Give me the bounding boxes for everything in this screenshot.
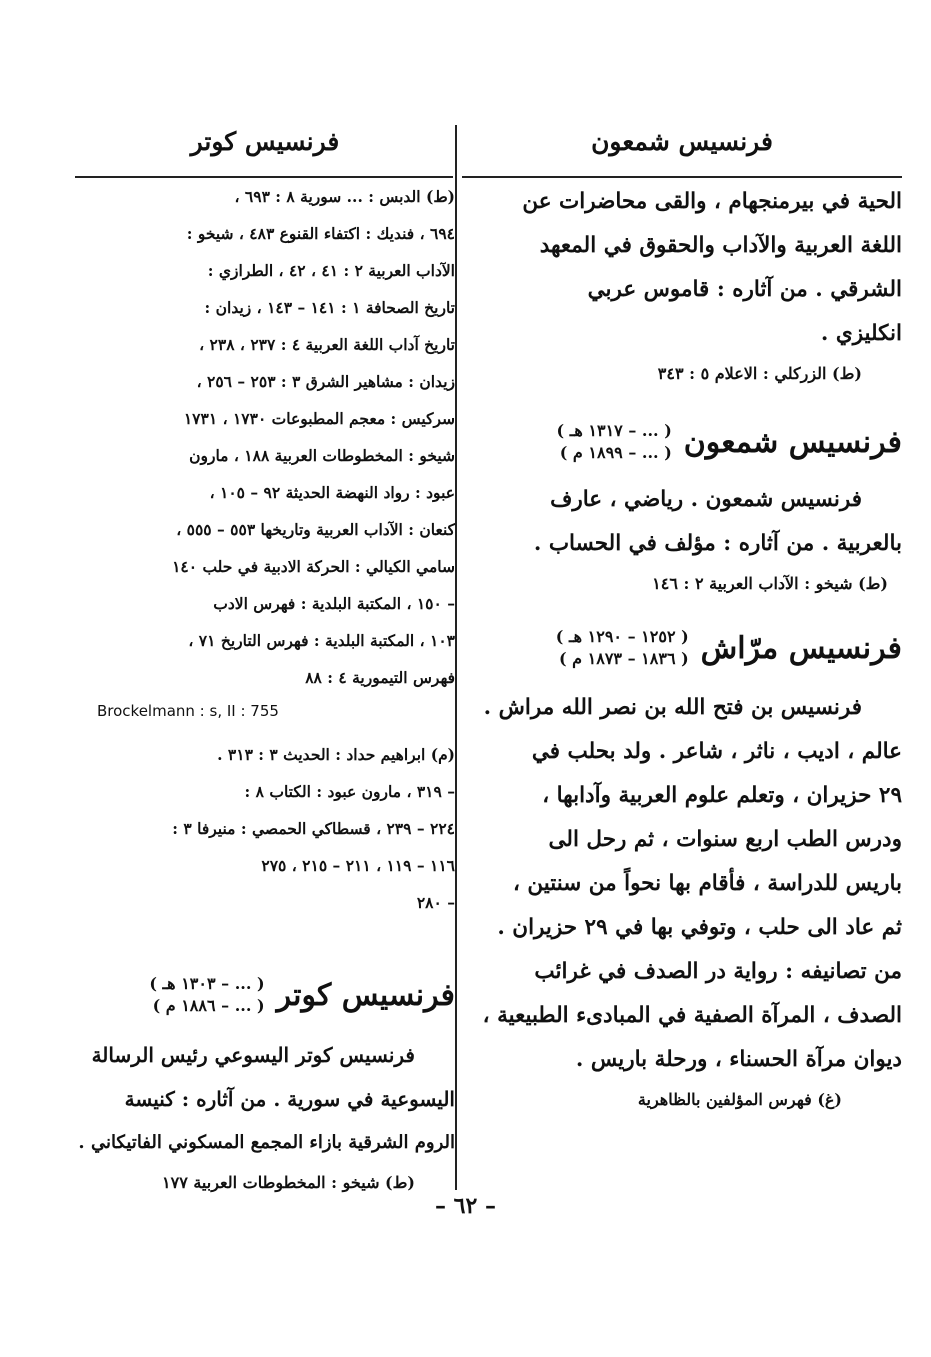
text-line: عالم ، اديب ، ناثر ، شاعر . ولد بحلب في — [531, 739, 902, 764]
text-line: فرنسيس كوتر اليسوعي رئيس الرسالة — [91, 1043, 415, 1067]
text-line: من تصانيفه : رواية در الصدف في غرائب — [534, 959, 902, 984]
reference-line: الآداب العربية ٢ : ٤١ ، ٤٢ ، الطرازي : — [207, 261, 455, 280]
reference-line: ١١٦ – ١١٩ ، ٢١١ – ٢١٥ ، ٢٧٥ — [261, 856, 455, 875]
right-column — [462, 120, 902, 1118]
source-citation: (ط) الزركلي : الاعلام ٥ : ٣٤٣ — [657, 364, 862, 383]
reference-line: فهرس التيمورية ٤ : ٨٨ — [305, 668, 455, 687]
entry-heading — [75, 973, 455, 1017]
text-line: اليسوعية في سورية . من آثاره : كنيسة — [124, 1087, 455, 1111]
page-number: – ٦٢ – — [435, 1193, 496, 1219]
reference-line: سركيس : معجم المطبوعات ١٧٣٠ ، ١٧٣١ — [183, 409, 455, 428]
left-column — [75, 120, 455, 1201]
entry-shamoun — [462, 420, 902, 602]
reference-line: سامي الكيالي : الحركة الادبية في حلب ١٤٠ — [172, 557, 455, 576]
reference-line: زيدان : مشاهير الشرق ٣ : ٢٥٣ – ٢٥٦ ، — [196, 372, 455, 391]
latin-reference: Brockelmann : s, II : 755 — [97, 702, 279, 720]
dates-gregorian: ( ... – ١٨٩٩ م ) — [559, 443, 672, 462]
references-m — [75, 736, 455, 921]
text-line: الحية في بيرمنجهام ، والقى محاضرات عن — [522, 189, 902, 214]
entry-dates — [149, 973, 264, 1017]
entry-cotter — [75, 973, 455, 1201]
reference-line: – ١٥٠ ، المكتبة البلدية : فهرس الادب — [213, 594, 455, 613]
reference-line: ١٠٣ ، المكتبة البلدية : فهرس التاريخ ٧١ ، — [188, 631, 455, 650]
reference-line: شيخو : المخطوطات العربية ١٨٨ ، مارون — [189, 446, 455, 465]
column-divider — [455, 125, 457, 1190]
text-line: ثم عاد الى حلب ، وتوفي بها في ٢٩ حزيران . — [497, 915, 902, 940]
source-citation: (ط) شيخو : الآداب العربية ٢ : ١٤٦ — [652, 574, 888, 593]
entry-name: فرنسيس كوتر — [276, 977, 455, 1013]
running-head-left: فرنسيس كوتر — [190, 127, 340, 156]
reference-line: تاريخ آداب اللغة العربية ٤ : ٢٣٧ ، ٢٣٨ ، — [199, 335, 455, 354]
entry-dates — [557, 420, 672, 464]
dates-gregorian: ( ١٨٣٦ – ١٨٧٣ م ) — [559, 649, 689, 668]
entry-dates — [556, 626, 689, 670]
dates-gregorian: ( ... – ١٨٨٦ م ) — [152, 996, 265, 1015]
text-line: الروم الشرقية بازاء المجمع المسكوني الفاتيكاني . — [78, 1132, 455, 1153]
text-line: بالعربية . من آثاره : مؤلف في الحساب . — [533, 531, 902, 556]
reference-line: (م) ابراهيم حداد : الحديث ٣ : ٣١٣ . — [217, 745, 455, 764]
reference-line: كنعان : الآداب العربية وتاريخها ٥٥٣ – ٥٥٥ ، — [176, 520, 455, 539]
text-line: ٢٩ حزيران ، وتعلم علوم العربية وآدابها ، — [542, 783, 902, 808]
text-line: اللغة العربية والآداب والحقوق في المعهد — [539, 233, 902, 258]
reference-line: عبود : رواد النهضة الحديثة ٩٢ – ١٠٥ ، — [209, 483, 455, 502]
dates-hijri: ( ... – ١٣٠٣ هـ ) — [149, 974, 265, 993]
reference-line: – ٢٨٠ — [416, 893, 455, 912]
entry-name: فرنسيس شمعون — [683, 424, 902, 460]
entry-heading — [462, 626, 902, 670]
reference-line: ٢٢٤ – ٢٣٩ ، قسطاكي الحمصي : منيرفا ٣ : — [172, 819, 455, 838]
text-line: ودرس الطب اربع سنوات ، ثم رحل الى — [548, 827, 902, 852]
running-head-right: فرنسيس شمعون — [591, 127, 773, 156]
text-line: الشرقي . من آثاره : قاموس عربي — [587, 277, 902, 302]
text-line: انكليزي . — [820, 321, 902, 346]
text-line: الصدف ، المرآة الصفية في المبادىء الطبيعية ، — [482, 1003, 902, 1028]
reference-line: (ط) الدبس : ... سورية ٨ : ٦٩٣ ، — [234, 187, 455, 206]
source-citation: (غ) فهرس المؤلفين بالظاهرية — [637, 1090, 842, 1109]
entry-name: فرنسيس مرّاش — [700, 630, 902, 666]
text-line: فرنسيس شمعون . رياضي ، عارف — [550, 487, 862, 512]
source-citation: (ط) شيخو : المخطوطات العربية ١٧٧ — [162, 1173, 415, 1192]
entry-marrash — [462, 626, 902, 1118]
reference-line: – ٣١٩ ، مارون عبود : الكتاب ٨ : — [244, 782, 455, 801]
dates-hijri: ( ... – ١٣١٧ هـ ) — [556, 421, 672, 440]
entry-heading — [462, 420, 902, 464]
text-line: ديوان مرآة الحسناء ، ورحلة باريس . — [575, 1047, 902, 1072]
text-line: باريس للدراسة ، فأقام بها نحواً من سنتين ، — [512, 871, 902, 896]
references-t — [75, 178, 455, 726]
reference-line: تاريخ الصحافة ١ : ١٤١ – ١٤٣ ، زيدان : — [204, 298, 455, 317]
reference-line: ٦٩٤ ، فنديك : اكتفاء القنوع ٤٨٣ ، شيخو : — [186, 224, 455, 243]
dates-hijri: ( ١٢٥٢ – ١٢٩٠ هـ ) — [555, 627, 689, 646]
text-line: فرنسيس بن فتح الله بن نصر الله مراش . — [483, 695, 862, 720]
continuation-text — [462, 180, 902, 392]
